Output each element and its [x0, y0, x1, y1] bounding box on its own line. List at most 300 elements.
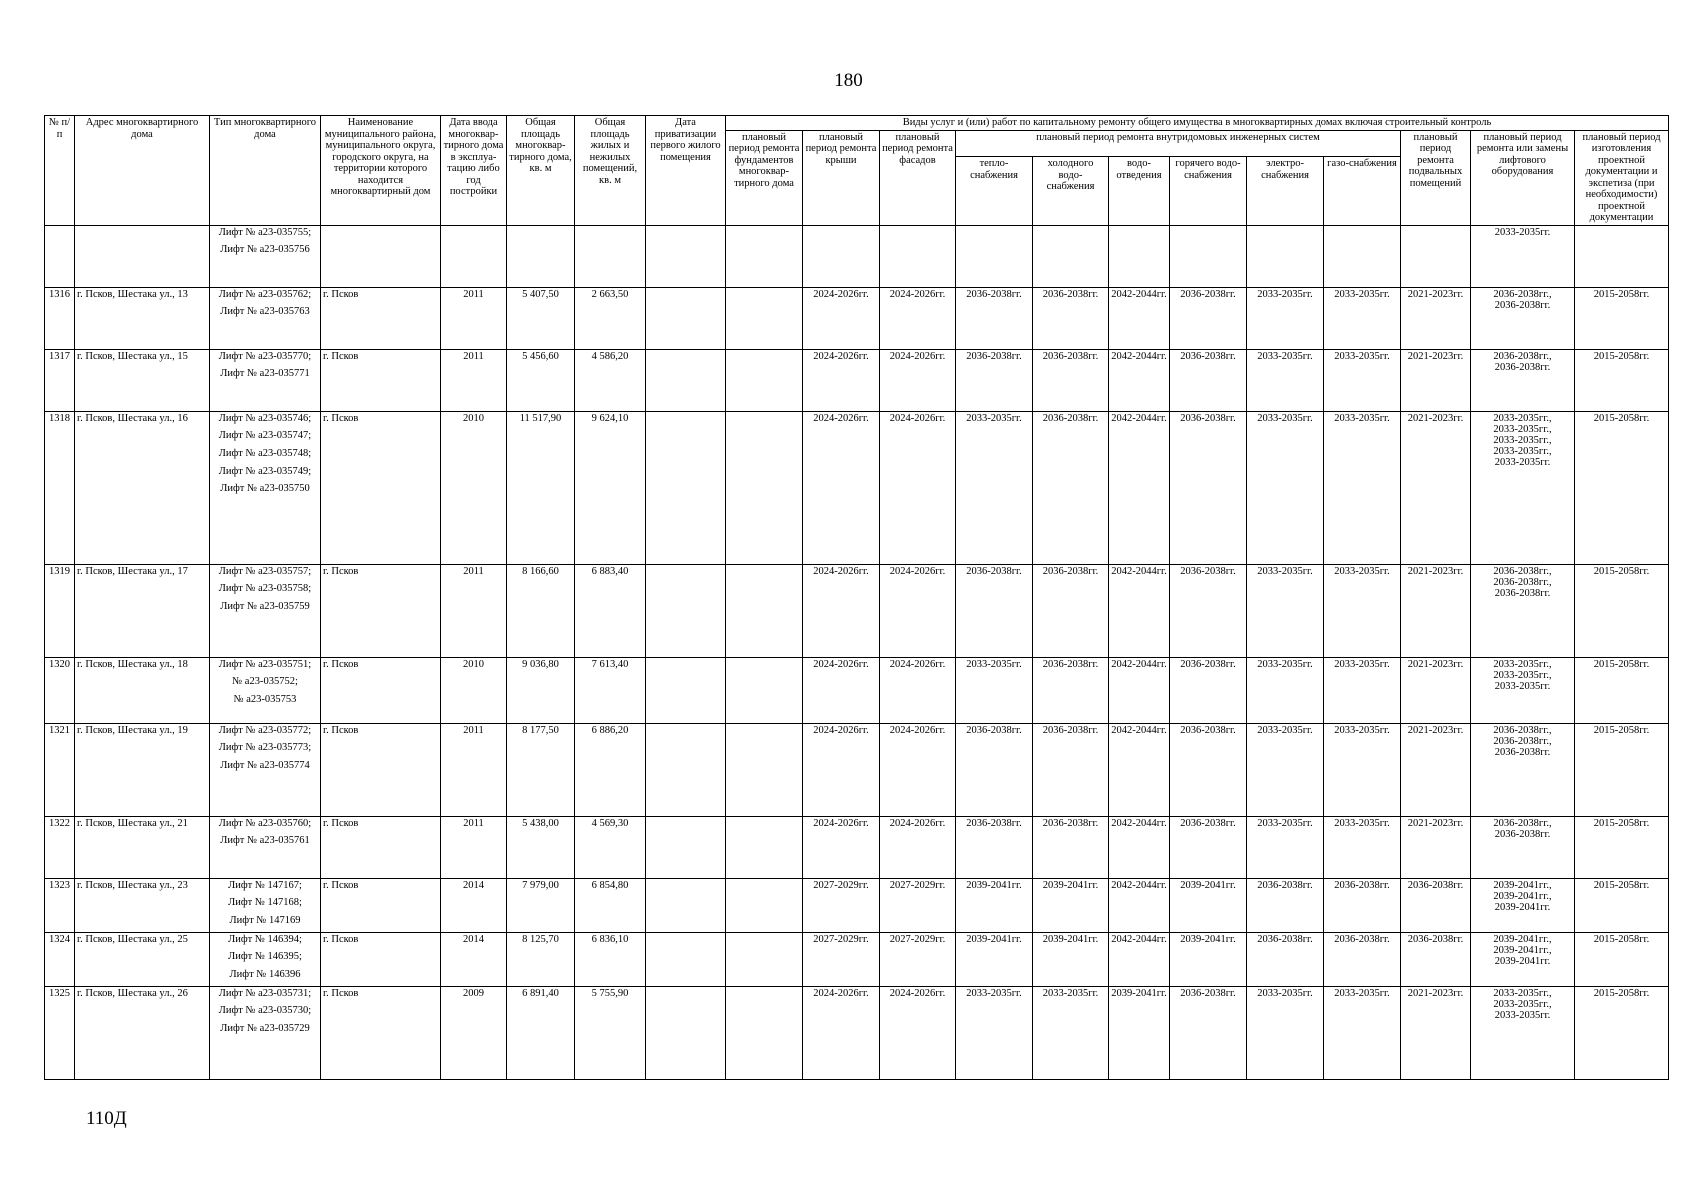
table-row	[45, 287, 1669, 349]
residential-area: 6 836,10	[575, 932, 646, 986]
basement-period: 2021-2023гг.	[1401, 287, 1471, 349]
elevator-period-entry: 2039-2041гг.,	[1493, 944, 1552, 956]
heat-period: 2033-2035гг.	[956, 411, 1033, 564]
table-row	[45, 564, 1669, 657]
continuation-row	[45, 225, 1669, 287]
sewage-period: 2042-2044гг.	[1109, 287, 1170, 349]
row-number: 1322	[45, 816, 75, 878]
residential-area: 6 883,40	[575, 564, 646, 657]
total-area: 5 438,00	[507, 816, 575, 878]
elevator-period-entry: 2036-2038гг.	[1494, 299, 1551, 311]
header-design-docs: плановый период изготовления проектной документации и экспетиза (при необходимости) проектной документации	[1575, 130, 1669, 225]
lift-entry: Лифт № 147167;	[228, 879, 302, 891]
electric-period: 2033-2035гг.	[1247, 816, 1324, 878]
elevator-period-entry: 2039-2041гг.,	[1493, 933, 1552, 945]
sewage-period: 2042-2044гг.	[1109, 878, 1170, 932]
house-address: г. Псков, Шестака ул., 23	[75, 878, 210, 932]
elevator-period-entry: 2039-2041гг.	[1494, 955, 1551, 967]
commissioning-year: 2014	[441, 932, 507, 986]
header-heat: тепло-снабжения	[956, 157, 1033, 226]
elevator-period	[1471, 816, 1575, 878]
municipality: г. Псков	[321, 287, 441, 349]
header-privatization-date: Дата приватизации первого жилого помещения	[646, 116, 726, 226]
roof-period: 2027-2029гг.	[803, 878, 880, 932]
basement-period: 2021-2023гг.	[1401, 723, 1471, 816]
cold-water-period: 2036-2038гг.	[1033, 411, 1109, 564]
lift-entry: Лифт № а23-035760;	[218, 817, 312, 829]
header-date-commissioning: Дата ввода многоквар-тирного дома в эксплуа-тацию либо год постройки	[441, 116, 507, 226]
elevator-period-entry: 2036-2038гг.	[1494, 361, 1551, 373]
lift-list	[210, 986, 321, 1079]
heat-period: 2036-2038гг.	[956, 816, 1033, 878]
lift-entry: Лифт № а23-035729	[220, 1023, 310, 1035]
header-electric: электро-снабжения	[1247, 157, 1324, 226]
commissioning-year: 2011	[441, 287, 507, 349]
elevator-period	[1471, 564, 1575, 657]
house-address: г. Псков, Шестака ул., 13	[75, 287, 210, 349]
total-area: 8 125,70	[507, 932, 575, 986]
lift-entry: Лифт № а23-035749;	[218, 465, 312, 477]
basement-period: 2021-2023гг.	[1401, 986, 1471, 1079]
heat-period: 2039-2041гг.	[956, 878, 1033, 932]
row-number: 1318	[45, 411, 75, 564]
electric-period: 2033-2035гг.	[1247, 657, 1324, 723]
electric-period: 2033-2035гг.	[1247, 411, 1324, 564]
heat-period: 2036-2038гг.	[956, 287, 1033, 349]
privatization-date	[646, 723, 726, 816]
gas-period: 2033-2035гг.	[1324, 986, 1401, 1079]
basement-period: 2021-2023гг.	[1401, 657, 1471, 723]
heat-period: 2036-2038гг.	[956, 349, 1033, 411]
privatization-date	[646, 349, 726, 411]
foundation-period	[726, 816, 803, 878]
total-area: 8 177,50	[507, 723, 575, 816]
foundation-period	[726, 878, 803, 932]
commissioning-year: 2011	[441, 816, 507, 878]
foundation-period	[726, 723, 803, 816]
total-area: 11 517,90	[507, 411, 575, 564]
elevator-period	[1471, 723, 1575, 816]
sewage-period: 2042-2044гг.	[1109, 411, 1170, 564]
elevator-period	[1471, 657, 1575, 723]
hot-water-period: 2036-2038гг.	[1170, 287, 1247, 349]
electric-period: 2033-2035гг.	[1247, 349, 1324, 411]
elevator-period-entry: 2033-2035гг.,	[1493, 434, 1552, 446]
header-sewage: водо-отведения	[1109, 157, 1170, 226]
house-address: г. Псков, Шестака ул., 25	[75, 932, 210, 986]
foundation-period	[726, 932, 803, 986]
heat-period: 2039-2041гг.	[956, 932, 1033, 986]
privatization-date	[646, 564, 726, 657]
privatization-date	[646, 816, 726, 878]
elevator-period-entry: 2036-2038гг.,	[1493, 817, 1552, 829]
gas-period: 2036-2038гг.	[1324, 878, 1401, 932]
cold-water-period: 2036-2038гг.	[1033, 657, 1109, 723]
sewage-period: 2042-2044гг.	[1109, 816, 1170, 878]
header-address: Адрес многоквартирного дома	[75, 116, 210, 226]
cold-water-period: 2036-2038гг.	[1033, 816, 1109, 878]
total-area: 5 407,50	[507, 287, 575, 349]
lift-entry: Лифт № 147169	[229, 915, 301, 927]
facade-period: 2024-2026гг.	[880, 564, 956, 657]
cold-water-period: 2036-2038гг.	[1033, 723, 1109, 816]
gas-period: 2033-2035гг.	[1324, 657, 1401, 723]
elevator-period-entry: 2033-2035гг.,	[1493, 987, 1552, 999]
elevator-period-entry: 2036-2038гг.,	[1493, 724, 1552, 736]
header-elevator: плановый период ремонта или замены лифтового оборудования	[1471, 130, 1575, 225]
sewage-period: 2042-2044гг.	[1109, 349, 1170, 411]
table-row	[45, 932, 1669, 986]
municipality: г. Псков	[321, 932, 441, 986]
commissioning-year: 2011	[441, 564, 507, 657]
residential-area: 4 569,30	[575, 816, 646, 878]
elevator-period-entry: 2033-2035гг.,	[1493, 423, 1552, 435]
sewage-period: 2042-2044гг.	[1109, 723, 1170, 816]
municipality: г. Псков	[321, 878, 441, 932]
table-row	[45, 411, 1669, 564]
facade-period: 2027-2029гг.	[880, 878, 956, 932]
row-number: 1321	[45, 723, 75, 816]
elevator-period-entry: 2036-2038гг.	[1494, 828, 1551, 840]
cold-water-period: 2033-2035гг.	[1033, 986, 1109, 1079]
basement-period: 2036-2038гг.	[1401, 878, 1471, 932]
table-row	[45, 986, 1669, 1079]
electric-period: 2033-2035гг.	[1247, 287, 1324, 349]
header-basement: плановый период ремонта подвальных помещений	[1401, 130, 1471, 225]
residential-area: 2 663,50	[575, 287, 646, 349]
house-address: г. Псков, Шестака ул., 15	[75, 349, 210, 411]
design-docs-period: 2015-2058гг.	[1575, 878, 1669, 932]
foundation-period	[726, 657, 803, 723]
header-engineering-group: плановый период ремонта внутридомовых инженерных систем	[956, 130, 1401, 157]
residential-area: 7 613,40	[575, 657, 646, 723]
lift-entry: Лифт № а23-035759	[220, 601, 310, 613]
elevator-period	[1471, 287, 1575, 349]
lift-entry: Лифт № а23-035772;	[218, 724, 312, 736]
foundation-period	[726, 287, 803, 349]
basement-period: 2021-2023гг.	[1401, 564, 1471, 657]
commissioning-year: 2011	[441, 349, 507, 411]
design-docs-period: 2015-2058гг.	[1575, 411, 1669, 564]
elevator-period-entry: 2039-2041гг.,	[1493, 879, 1552, 891]
basement-period: 2021-2023гг.	[1401, 816, 1471, 878]
commissioning-year: 2014	[441, 878, 507, 932]
gas-period: 2033-2035гг.	[1324, 287, 1401, 349]
design-docs-period: 2015-2058гг.	[1575, 287, 1669, 349]
design-docs-period: 2015-2058гг.	[1575, 349, 1669, 411]
lift-entry: Лифт № а23-035756	[220, 244, 310, 256]
table-header	[45, 116, 1669, 226]
design-docs-period: 2015-2058гг.	[1575, 816, 1669, 878]
heat-period: 2036-2038гг.	[956, 723, 1033, 816]
lift-entry: Лифт № а23-035770;	[218, 350, 312, 362]
roof-period: 2024-2026гг.	[803, 986, 880, 1079]
elevator-period-entry: 2033-2035гг.	[1494, 680, 1551, 692]
design-docs-period: 2015-2058гг.	[1575, 657, 1669, 723]
gas-period: 2036-2038гг.	[1324, 932, 1401, 986]
commissioning-year: 2009	[441, 986, 507, 1079]
residential-area: 4 586,20	[575, 349, 646, 411]
commissioning-year: 2010	[441, 657, 507, 723]
elevator-period	[1471, 986, 1575, 1079]
row-number: 1325	[45, 986, 75, 1079]
lift-entry: Лифт № 147168;	[228, 897, 302, 909]
header-roof: плановый период ремонта крыши	[803, 130, 880, 225]
document-code: 110Д	[86, 1108, 127, 1129]
elevator-period	[1471, 411, 1575, 564]
lift-entry: Лифт № а23-035773;	[218, 742, 312, 754]
cold-water-period: 2036-2038гг.	[1033, 564, 1109, 657]
elevator-period-entry: 2036-2038гг.,	[1493, 576, 1552, 588]
electric-period: 2036-2038гг.	[1247, 932, 1324, 986]
municipality: г. Псков	[321, 816, 441, 878]
total-area: 6 891,40	[507, 986, 575, 1079]
facade-period: 2024-2026гг.	[880, 411, 956, 564]
table-row	[45, 723, 1669, 816]
elevator-period-entry: 2033-2035гг.,	[1493, 658, 1552, 670]
electric-period: 2033-2035гг.	[1247, 723, 1324, 816]
header-gas: газо-снабжения	[1324, 157, 1401, 226]
lift-list	[210, 564, 321, 657]
foundation-period	[726, 349, 803, 411]
elevator-period-entry: 2033-2035гг.	[1494, 226, 1551, 238]
municipality: г. Псков	[321, 411, 441, 564]
elevator-period	[1471, 349, 1575, 411]
heat-period: 2036-2038гг.	[956, 564, 1033, 657]
lift-entry: Лифт № 146395;	[228, 951, 302, 963]
total-area: 9 036,80	[507, 657, 575, 723]
roof-period: 2024-2026гг.	[803, 657, 880, 723]
facade-period: 2024-2026гг.	[880, 349, 956, 411]
foundation-period	[726, 411, 803, 564]
privatization-date	[646, 932, 726, 986]
roof-period: 2024-2026гг.	[803, 816, 880, 878]
header-hot-water: горячего водо-снабжения	[1170, 157, 1247, 226]
hot-water-period: 2039-2041гг.	[1170, 878, 1247, 932]
foundation-period	[726, 564, 803, 657]
lift-entry: Лифт № а23-035762;	[218, 288, 312, 300]
house-address: г. Псков, Шестака ул., 26	[75, 986, 210, 1079]
gas-period: 2033-2035гг.	[1324, 564, 1401, 657]
house-address: г. Псков, Шестака ул., 18	[75, 657, 210, 723]
lift-entry: Лифт № а23-035755;	[218, 226, 312, 238]
lift-entry: Лифт № 146394;	[228, 933, 302, 945]
row-number: 1320	[45, 657, 75, 723]
hot-water-period: 2036-2038гг.	[1170, 564, 1247, 657]
elevator-period-entry: 2036-2038гг.,	[1493, 735, 1552, 747]
row-number: 1319	[45, 564, 75, 657]
design-docs-period: 2015-2058гг.	[1575, 564, 1669, 657]
lift-list	[210, 287, 321, 349]
roof-period: 2024-2026гг.	[803, 287, 880, 349]
header-total-area: Общая площадь многоквар-тирного дома, кв. м	[507, 116, 575, 226]
table-row	[45, 878, 1669, 932]
lift-entry: Лифт № а23-035763	[220, 306, 310, 318]
municipality: г. Псков	[321, 723, 441, 816]
heat-period: 2033-2035гг.	[956, 986, 1033, 1079]
municipality: г. Псков	[321, 349, 441, 411]
lift-list	[210, 816, 321, 878]
house-address: г. Псков, Шестака ул., 16	[75, 411, 210, 564]
gas-period: 2033-2035гг.	[1324, 723, 1401, 816]
facade-period: 2024-2026гг.	[880, 816, 956, 878]
municipality: г. Псков	[321, 657, 441, 723]
design-docs-period: 2015-2058гг.	[1575, 986, 1669, 1079]
total-area: 7 979,00	[507, 878, 575, 932]
roof-period: 2024-2026гг.	[803, 349, 880, 411]
lift-list	[210, 349, 321, 411]
elevator-period-entry: 2033-2035гг.	[1494, 456, 1551, 468]
table-body	[45, 225, 1669, 1079]
lift-entry: № а23-035752;	[232, 676, 298, 688]
electric-period: 2036-2038гг.	[1247, 878, 1324, 932]
elevator-period-entry: 2039-2041гг.	[1494, 901, 1551, 913]
elevator-period	[1471, 225, 1575, 287]
lift-entry: Лифт № а23-035746;	[218, 412, 312, 424]
lift-entry: Лифт № а23-035750	[220, 483, 310, 495]
lift-entry: Лифт № а23-035730;	[218, 1005, 312, 1017]
basement-period: 2021-2023гг.	[1401, 411, 1471, 564]
cold-water-period: 2036-2038гг.	[1033, 349, 1109, 411]
roof-period: 2024-2026гг.	[803, 564, 880, 657]
lift-list	[210, 932, 321, 986]
header-municipality: Наименование муниципального района, муниципального округа, городского округа, на территории которого находится многоквартирный дом	[321, 116, 441, 226]
hot-water-period: 2039-2041гг.	[1170, 932, 1247, 986]
roof-period: 2024-2026гг.	[803, 723, 880, 816]
table-row	[45, 816, 1669, 878]
header-services-group: Виды услуг и (или) работ по капитальному ремонту общего имущества в многоквартирных домах включая строительный контроль	[726, 116, 1669, 131]
table-row	[45, 349, 1669, 411]
cold-water-period: 2039-2041гг.	[1033, 932, 1109, 986]
sewage-period: 2042-2044гг.	[1109, 932, 1170, 986]
capital-repair-table	[44, 115, 1669, 1080]
hot-water-period: 2036-2038гг.	[1170, 723, 1247, 816]
elevator-period-entry: 2039-2041гг.,	[1493, 890, 1552, 902]
municipality: г. Псков	[321, 986, 441, 1079]
design-docs-period: 2015-2058гг.	[1575, 723, 1669, 816]
elevator-period-entry: 2033-2035гг.,	[1493, 412, 1552, 424]
privatization-date	[646, 657, 726, 723]
hot-water-period: 2036-2038гг.	[1170, 986, 1247, 1079]
hot-water-period: 2036-2038гг.	[1170, 349, 1247, 411]
table-row	[45, 657, 1669, 723]
residential-area: 6 854,80	[575, 878, 646, 932]
gas-period: 2033-2035гг.	[1324, 349, 1401, 411]
lift-entry: Лифт № а23-035731;	[218, 987, 312, 999]
lift-entry: Лифт № а23-035758;	[218, 583, 312, 595]
header-cold-water: холодного водо-снабжения	[1033, 157, 1109, 226]
residential-area: 6 886,20	[575, 723, 646, 816]
design-docs-period: 2015-2058гг.	[1575, 932, 1669, 986]
lift-list	[210, 657, 321, 723]
gas-period: 2033-2035гг.	[1324, 816, 1401, 878]
lift-entry: Лифт № а23-035771	[220, 368, 310, 380]
lift-entry: Лифт № а23-035748;	[218, 448, 312, 460]
lift-list	[210, 878, 321, 932]
header-facade: плановый период ремонта фасадов	[880, 130, 956, 225]
facade-period: 2024-2026гг.	[880, 287, 956, 349]
lift-entry: Лифт № а23-035774	[220, 760, 310, 772]
lift-list	[210, 225, 321, 287]
roof-period: 2027-2029гг.	[803, 932, 880, 986]
hot-water-period: 2036-2038гг.	[1170, 657, 1247, 723]
header-residential-area: Общая площадь жилых и нежилых помещений, кв. м	[575, 116, 646, 226]
gas-period: 2033-2035гг.	[1324, 411, 1401, 564]
house-address: г. Псков, Шестака ул., 19	[75, 723, 210, 816]
facade-period: 2024-2026гг.	[880, 723, 956, 816]
house-address: г. Псков, Шестака ул., 17	[75, 564, 210, 657]
row-number: 1324	[45, 932, 75, 986]
cold-water-period: 2036-2038гг.	[1033, 287, 1109, 349]
lift-entry: Лифт № 146396	[229, 969, 301, 981]
lift-list	[210, 411, 321, 564]
foundation-period	[726, 986, 803, 1079]
header-type: Тип многоквартирного дома	[210, 116, 321, 226]
lift-list	[210, 723, 321, 816]
elevator-period-entry: 2033-2035гг.,	[1493, 669, 1552, 681]
header-num: № п/п	[45, 116, 75, 226]
row-number: 1317	[45, 349, 75, 411]
privatization-date	[646, 411, 726, 564]
total-area: 5 456,60	[507, 349, 575, 411]
residential-area: 5 755,90	[575, 986, 646, 1079]
lift-entry: Лифт № а23-035751;	[218, 658, 312, 670]
commissioning-year: 2011	[441, 723, 507, 816]
sewage-period: 2039-2041гг.	[1109, 986, 1170, 1079]
lift-entry: Лифт № а23-035757;	[218, 565, 312, 577]
row-number: 1316	[45, 287, 75, 349]
privatization-date	[646, 986, 726, 1079]
elevator-period	[1471, 932, 1575, 986]
elevator-period-entry: 2036-2038гг.,	[1493, 565, 1552, 577]
facade-period: 2024-2026гг.	[880, 986, 956, 1079]
municipality: г. Псков	[321, 564, 441, 657]
elevator-period-entry: 2036-2038гг.	[1494, 587, 1551, 599]
facade-period: 2027-2029гг.	[880, 932, 956, 986]
total-area: 8 166,60	[507, 564, 575, 657]
elevator-period-entry: 2036-2038гг.,	[1493, 350, 1552, 362]
page-number: 180	[834, 70, 863, 91]
elevator-period-entry: 2033-2035гг.,	[1493, 998, 1552, 1010]
header-foundation: плановый период ремонта фундаментов многоквар-тирного дома	[726, 130, 803, 225]
lift-entry: Лифт № а23-035761	[220, 835, 310, 847]
facade-period: 2024-2026гг.	[880, 657, 956, 723]
basement-period: 2036-2038гг.	[1401, 932, 1471, 986]
elevator-period-entry: 2036-2038гг.,	[1493, 288, 1552, 300]
elevator-period-entry: 2036-2038гг.	[1494, 746, 1551, 758]
electric-period: 2033-2035гг.	[1247, 986, 1324, 1079]
elevator-period-entry: 2033-2035гг.	[1494, 1009, 1551, 1021]
hot-water-period: 2036-2038гг.	[1170, 816, 1247, 878]
elevator-period	[1471, 878, 1575, 932]
privatization-date	[646, 878, 726, 932]
basement-period: 2021-2023гг.	[1401, 349, 1471, 411]
row-number: 1323	[45, 878, 75, 932]
sewage-period: 2042-2044гг.	[1109, 657, 1170, 723]
sewage-period: 2042-2044гг.	[1109, 564, 1170, 657]
roof-period: 2024-2026гг.	[803, 411, 880, 564]
house-address: г. Псков, Шестака ул., 21	[75, 816, 210, 878]
privatization-date	[646, 287, 726, 349]
commissioning-year: 2010	[441, 411, 507, 564]
lift-entry: Лифт № а23-035747;	[218, 430, 312, 442]
electric-period: 2033-2035гг.	[1247, 564, 1324, 657]
lift-entry: № а23-035753	[233, 694, 297, 706]
cold-water-period: 2039-2041гг.	[1033, 878, 1109, 932]
elevator-period-entry: 2033-2035гг.,	[1493, 445, 1552, 457]
hot-water-period: 2036-2038гг.	[1170, 411, 1247, 564]
heat-period: 2033-2035гг.	[956, 657, 1033, 723]
